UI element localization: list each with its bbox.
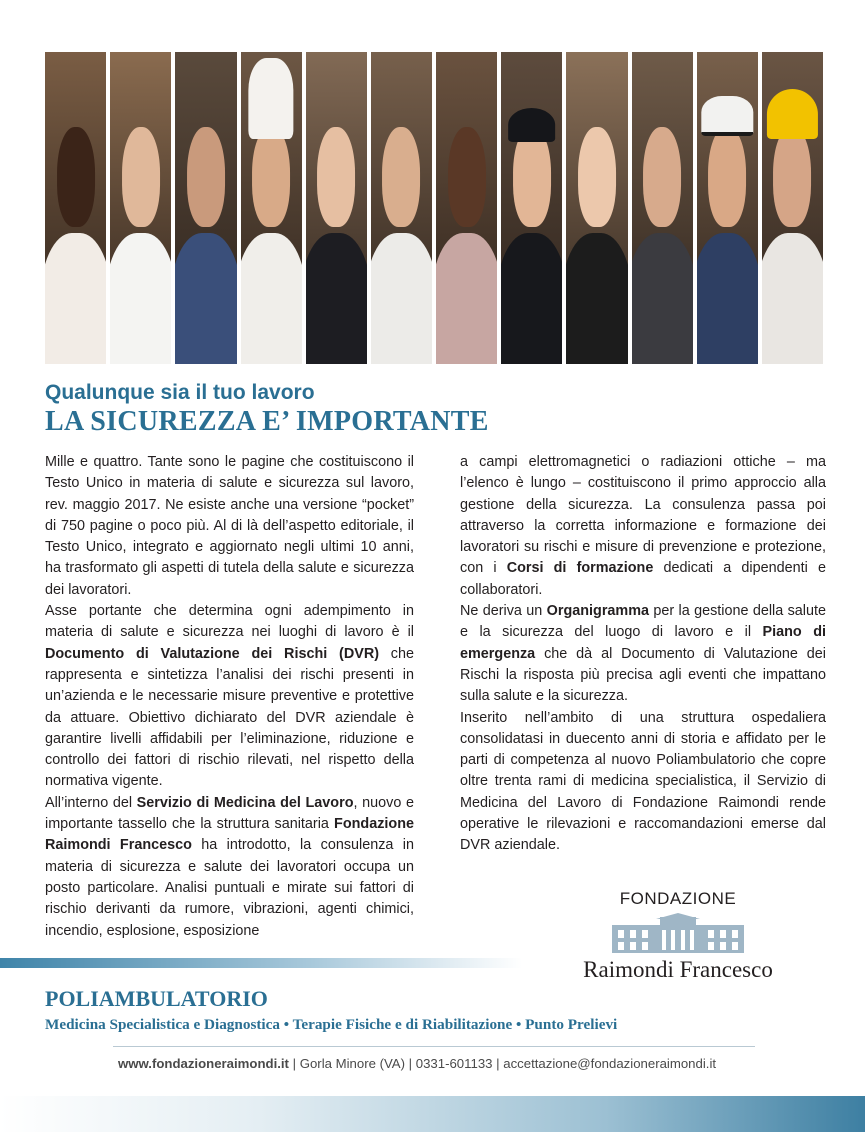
photo-strip [45,52,823,364]
portrait-face [382,127,420,227]
portrait-face [708,127,746,227]
contact-details: | Gorla Minore (VA) | 0331-601133 | accettazione@fondazioneraimondi.it [288,1056,717,1071]
portrait-clothing [241,233,302,364]
portrait-clothing [566,233,627,364]
portrait-face [187,127,225,227]
divider [113,1046,755,1047]
portrait-clothing [175,233,236,364]
portrait-clothing [45,233,106,364]
portrait-blonde-glasses [566,52,627,364]
portrait-hat [508,108,556,142]
portrait-woman-braids [436,52,497,364]
article-paragraph: a campi elettromagnetici o radiazioni ottiche – ma l’elenco è lungo – costituiscono il primo approccio alla gestione della sicurezza. La consulenza passa poi attraverso la corretta informazione e formazione dei lavoratori su rischi e misure di prevenzione e protezione, con i Corsi di formazione dedicati a dipendenti e collaboratori. [460,454,826,598]
emphasis-organigramma: Organigramma [546,603,650,620]
portrait-worker-helmet [762,52,823,364]
portrait-clothing [697,233,758,364]
subheading: Qualunque sia il tuo lavoro [45,381,315,404]
portrait-woman-glasses [110,52,171,364]
article-paragraph: All’interno del Servizio di Medicina del Lavoro, nuovo e importante tassello che la struttura sanitaria Fondazione Raimondi Francesco ha introdotto, la consulenza in materia di sicurezza e salute dei lavoratori occupa un posto particolare. Analisi puntuali e mirate sui fattori di rischio derivanti da rumore, vibrazioni, agenti chimici, incendio, esplosione, esposizione [45,794,414,939]
portrait-chef [241,52,302,364]
portrait-face [578,127,616,227]
article-paragraph: Asse portante che determina ogni adempimento in materia di salute e sicurezza nei luoghi di lavoro è il Documento di Valutazione dei Rischi (DVR) che rappresenta e sintetizza l’analisi dei rischi presenti in un’azienda e le necessarie misure preventive e protettive da attuare. Obiettivo dichiarato del DVR aziendale è garantire livelli affidabili per l’eliminazione, riduzione e controllo dei fattori di rischio rilevati, nel rispetto della normativa vigente. [45,603,415,790]
portrait-face [774,127,812,227]
logo-name: Raimondi Francesco [583,957,773,982]
footer-services: Medicina Specialistica e Diagnostica • Terapie Fisiche e di Riabilitazione • Punto Prelievi [45,1016,618,1033]
portrait-sailor [697,52,758,364]
portrait-clothing [306,233,367,364]
logo-title: FONDAZIONE [619,889,737,908]
portrait-face [122,127,160,227]
portrait-doctor-tie [45,52,106,364]
portrait-face [252,127,290,227]
portrait-clothing [436,233,497,364]
article-column-right [460,452,826,857]
portrait-clothing [501,233,562,364]
portrait-hat [248,58,293,139]
contact-line [118,1056,716,1071]
page-title: LA SICUREZZA E’ IMPORTANTE [45,406,489,437]
emphasis-courses: Corsi di formazione [506,560,654,577]
article-column-left [45,452,414,942]
emphasis-emergency-plan: Piano di emergenza [460,624,826,662]
article-paragraph: Inserito nell’ambito di una struttura ospedaliera consolidatasi in duecento anni di storia e affidato per le parti di competenza al nuovo Poliambulatorio che copre oltre trenta rami di medicina specialistica, il Servizio di Medicina del Lavoro di Fondazione Raimondi rende operative le rilevazioni e raccomandazioni emerse dal DVR aziendale. [460,709,826,854]
portrait-face [643,127,681,227]
portrait-hat [767,89,817,139]
website-link[interactable]: www.fondazioneraimondi.it [118,1056,289,1071]
emphasis-service: Servizio di Medicina del Lavoro [136,794,354,811]
emphasis-foundation: Fondazione Raimondi Francesco [45,816,414,854]
article-paragraph: Mille e quattro. Tante sono le pagine che costituiscono il Testo Unico in materia di salute e sicurezza sul lavoro, rev. maggio 2017. Ne esiste anche una versione “pocket” di 750 pagine o poco più. Al di là dell’aspetto editoriale, il Testo Unico, integrato e aggiornato negli ultimi 10 anni, ha trasformato gli aspetti di tutela della salute e sicurezza dei lavoratori. [45,454,414,598]
portrait-clothing [762,233,823,364]
portrait-clothing [632,233,693,364]
emphasis-dvr: Documento di Valutazione dei Rischi (DVR) [45,645,380,662]
foundation-logo [552,889,804,983]
portrait-hat [702,96,753,137]
portrait-businesswoman [306,52,367,364]
footer-title: POLIAMBULATORIO [45,986,268,1011]
portrait-clothing [371,233,432,364]
portrait-face [317,127,355,227]
portrait-face [57,127,95,227]
decorative-band-bottom [0,1096,865,1132]
article-paragraph: Ne deriva un Organigramma per la gestione della salute e la sicurezza del luogo di lavoro e il Piano di emergenza che dà al Documento di Valutazione dei Rischi la risposta più precisa agli eventi che impattano sulla salute e la sicurezza. [460,603,826,705]
portrait-mechanic [175,52,236,364]
portrait-lab-coat [371,52,432,364]
portrait-senior [632,52,693,364]
portrait-clothing [110,233,171,364]
portrait-face [448,127,486,227]
decorative-band-top [0,958,522,968]
portrait-officer [501,52,562,364]
building-icon [612,913,744,953]
